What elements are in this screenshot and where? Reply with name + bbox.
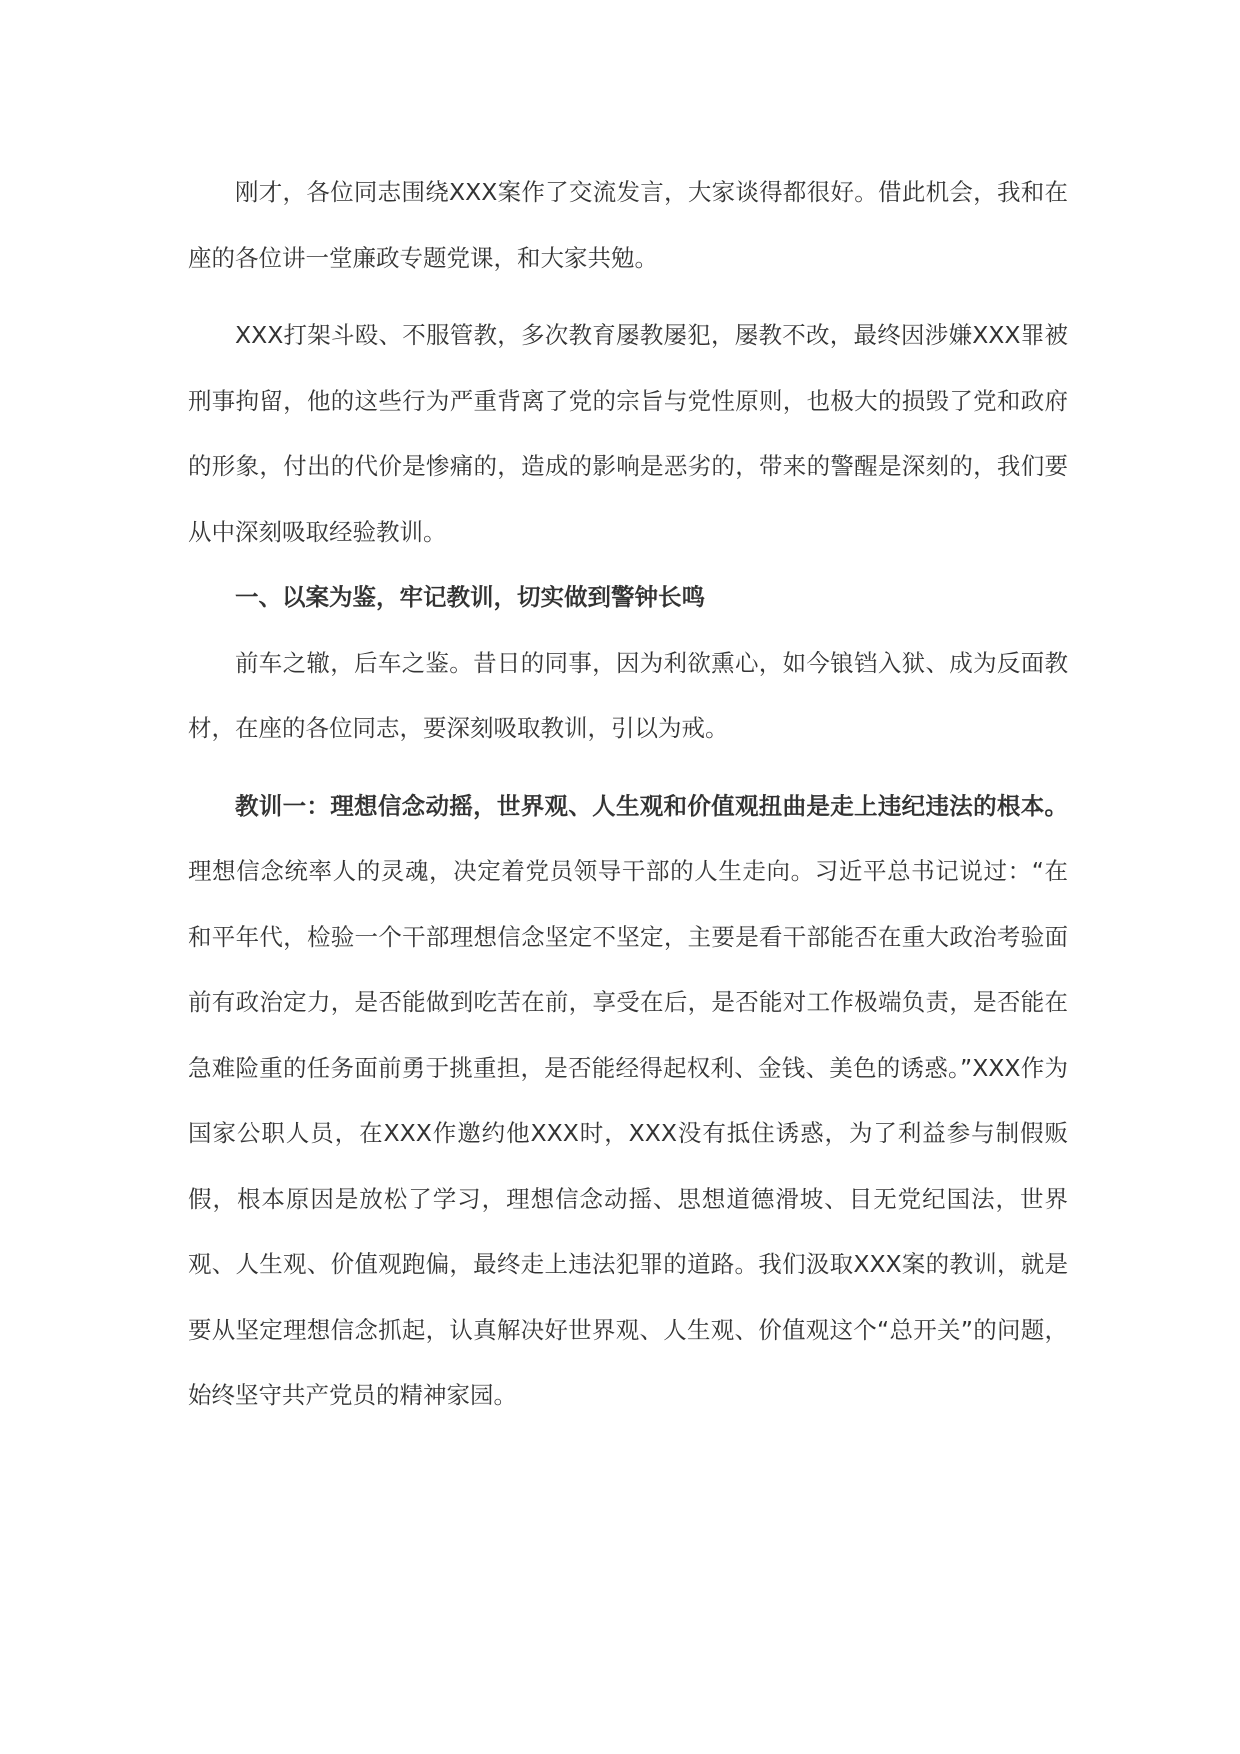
lesson-one-paragraph: [188, 774, 1068, 1429]
document-body: [188, 160, 1068, 1429]
lesson-intro-paragraph: 前车之辙，后车之鉴。昔日的同事，因为利欲熏心，如今锒铛入狱、成为反面教材，在座的各位同志，要深刻吸取教训，引以为戒。: [188, 648, 1068, 742]
section-heading-1: 一、以案为鉴，牢记教训，切实做到警钟长鸣: [235, 583, 705, 611]
lesson-one-title: 教训一：理想信念动摇，世界观、人生观和价值观扭曲是走上违纪违法的根本。: [235, 791, 1068, 820]
intro-paragraph: 刚才，各位同志围绕XXX案作了交流发言，大家谈得都很好。借此机会，我和在座的各位讲一堂廉政专题党课，和大家共勉。: [188, 178, 1068, 272]
case-description-paragraph: XXX打架斗殴、不服管教，多次教育屡教屡犯，屡教不改，最终因涉嫌XXX罪被刑事拘留，他的这些行为严重背离了党的宗旨与党性原则，也极大的损毁了党和政府的形象，付出的代价是惨痛的，造成的影响是恶劣的，带来的警醒是深刻的，我们要从中深刻吸取经验教训。: [188, 321, 1068, 546]
lesson-one-body: 理想信念统率人的灵魂，决定着党员领导干部的人生走向。习近平总书记说过：“在和平年代，检验一个干部理想信念坚定不坚定，主要是看干部能否在重大政治考验面前有政治定力，是否能做到吃苦在前，享受在后，是否能对工作极端负责，是否能在急难险重的任务面前勇于挑重担，是否能经得起权利、金钱、美色的诱惑。”XXX作为国家公职人员，在XXX作邀约他XXX时，XXX没有抵住诱惑，为了利益参与制假贩假，根本原因是放松了学习，理想信念动摇、思想道德滑坡、目无党纪国法，世界观、人生观、价值观跑偏，最终走上违法犯罪的道路。我们汲取XXX案的教训，就是要从坚定理想信念抓起，认真解决好世界观、人生观、价值观这个“总开关”的问题，始终坚守共产党员的精神家园。: [188, 857, 1068, 1409]
